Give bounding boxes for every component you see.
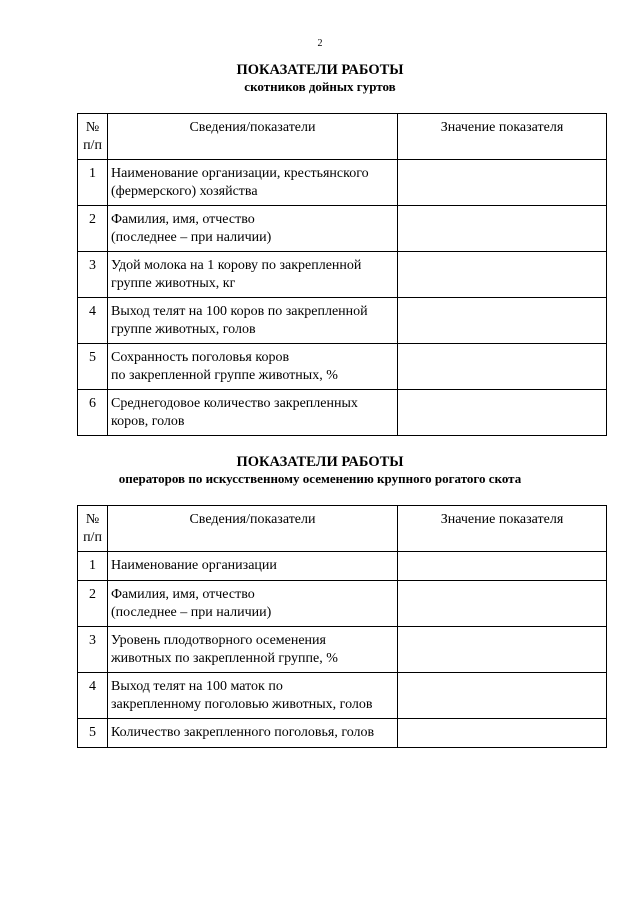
table-row bbox=[78, 344, 607, 390]
row-value-cell[interactable] bbox=[398, 206, 607, 252]
table-row bbox=[78, 673, 607, 719]
row-value-cell[interactable] bbox=[398, 390, 607, 436]
table-header-row bbox=[78, 506, 607, 552]
row-desc: Выход телят на 100 маток по закрепленному поголовью животных, голов bbox=[108, 673, 398, 719]
header-value: Значение показателя bbox=[398, 114, 607, 160]
table-row bbox=[78, 390, 607, 436]
row-desc: Удой молока на 1 корову по закрепленной группе животных, кг bbox=[108, 252, 398, 298]
row-value-cell[interactable] bbox=[398, 719, 607, 748]
row-num: 4 bbox=[78, 673, 108, 719]
table-insemination-operators bbox=[77, 505, 607, 748]
row-value-cell[interactable] bbox=[398, 552, 607, 581]
table-row bbox=[78, 206, 607, 252]
section-1-subtitle: скотников дойных гуртов bbox=[244, 79, 396, 94]
table-row bbox=[78, 627, 607, 673]
row-desc: Сохранность поголовья коров по закрепленной группе животных, % bbox=[108, 344, 398, 390]
row-value-cell[interactable] bbox=[398, 627, 607, 673]
row-value-cell[interactable] bbox=[398, 344, 607, 390]
row-desc: Уровень плодотворного осеменения животных по закрепленной группе, % bbox=[108, 627, 398, 673]
row-desc: Выход телят на 100 коров по закрепленной группе животных, голов bbox=[108, 298, 398, 344]
row-num: 5 bbox=[78, 344, 108, 390]
table-row bbox=[78, 719, 607, 748]
row-num: 2 bbox=[78, 581, 108, 627]
section-2-heading bbox=[0, 454, 640, 487]
page-number: 2 bbox=[317, 38, 323, 49]
row-value-cell[interactable] bbox=[398, 160, 607, 206]
section-2-title: ПОКАЗАТЕЛИ РАБОТЫ bbox=[236, 454, 404, 470]
row-num: 2 bbox=[78, 206, 108, 252]
row-num: 6 bbox=[78, 390, 108, 436]
section-1-heading bbox=[0, 62, 640, 95]
row-num: 1 bbox=[78, 552, 108, 581]
table-herdsmen bbox=[77, 113, 607, 436]
row-desc: Количество закрепленного поголовья, голов bbox=[108, 719, 398, 748]
row-value-cell[interactable] bbox=[398, 298, 607, 344]
table-row bbox=[78, 581, 607, 627]
row-desc: Среднегодовое количество закрепленных коров, голов bbox=[108, 390, 398, 436]
header-desc: Сведения/показатели bbox=[108, 114, 398, 160]
section-1-title: ПОКАЗАТЕЛИ РАБОТЫ bbox=[236, 62, 404, 78]
table-row bbox=[78, 552, 607, 581]
row-value-cell[interactable] bbox=[398, 252, 607, 298]
row-value-cell[interactable] bbox=[398, 581, 607, 627]
row-num: 5 bbox=[78, 719, 108, 748]
row-num: 3 bbox=[78, 252, 108, 298]
section-2-subtitle: операторов по искусственному осеменению крупного рогатого скота bbox=[118, 471, 522, 486]
row-num: 1 bbox=[78, 160, 108, 206]
header-num: № п/п bbox=[78, 114, 108, 160]
table-row bbox=[78, 298, 607, 344]
row-desc: Наименование организации bbox=[108, 552, 398, 581]
row-num: 4 bbox=[78, 298, 108, 344]
table-header-row bbox=[78, 114, 607, 160]
row-desc: Наименование организации, крестьянского (фермерского) хозяйства bbox=[108, 160, 398, 206]
row-desc: Фамилия, имя, отчество (последнее – при наличии) bbox=[108, 206, 398, 252]
header-num: № п/п bbox=[78, 506, 108, 552]
header-value: Значение показателя bbox=[398, 506, 607, 552]
row-num: 3 bbox=[78, 627, 108, 673]
header-desc: Сведения/показатели bbox=[108, 506, 398, 552]
table-row bbox=[78, 252, 607, 298]
row-value-cell[interactable] bbox=[398, 673, 607, 719]
table-row bbox=[78, 160, 607, 206]
row-desc: Фамилия, имя, отчество (последнее – при наличии) bbox=[108, 581, 398, 627]
